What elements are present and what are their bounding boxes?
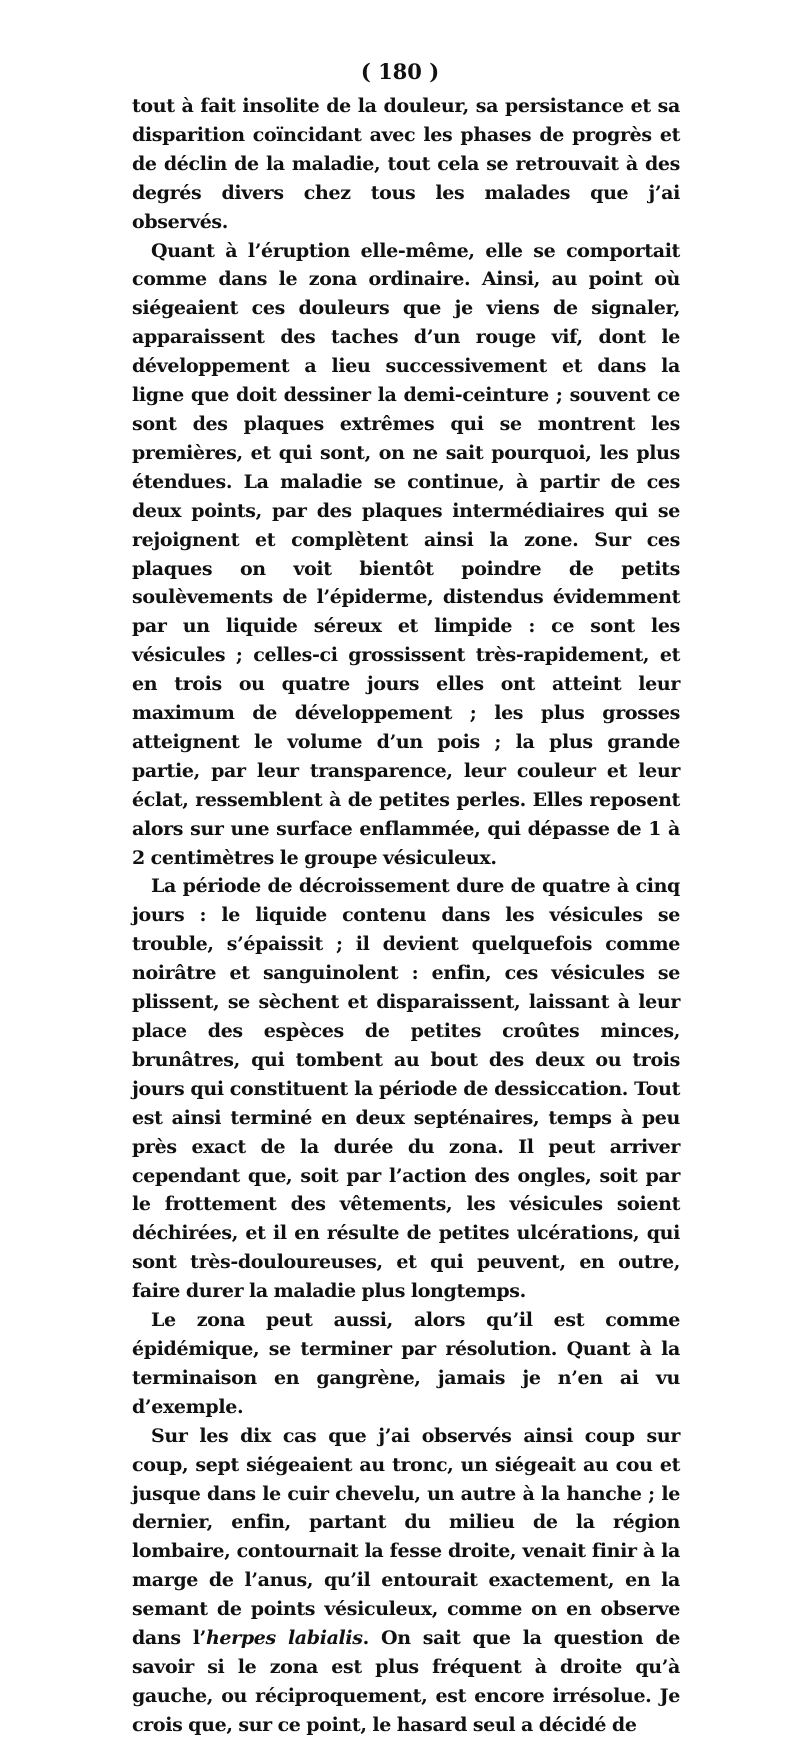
paragraph-5-part-2: . On sait que la question de savoir si le zona est plus fréquent à droite qu’à gauche, ou réciproquement, est encore irrésolue. Je crois que, sur ce point, le hasard seul a décidé de	[132, 1627, 681, 1736]
body-text	[132, 92, 680, 1740]
italic-term: herpes labialis	[205, 1627, 363, 1650]
page-number: ( 180 )	[360, 59, 440, 84]
paragraph-4: Le zona peut aussi, alors qu’il est comme épidémique, se terminer par résolution. Quant à la terminaison en gangrène, jamais je n’en ai vu d’exemple.	[132, 1309, 680, 1418]
paragraph-5-part-1: Sur les dix cas que j’ai observés ainsi coup sur coup, sept siégeaient au tronc, un siégeait au cou et jusque dans le cuir chevelu, un autre à la hanche ; le dernier, enfin, partant du milieu de la région lombaire, contournait la fesse droite, venait finir à la marge de l’anus, qu’il entourait exactement, en la semant de points vésiculeux, comme on en observe dans l’	[132, 1424, 680, 1650]
paragraph-2: Quant à l’éruption elle-même, elle se comportait comme dans le zona ordinaire. Ainsi, au point où siégeaient ces douleurs que je viens de signaler, apparaissent des taches d’un rouge vif, dont le développement a lieu successivement et dans la ligne que doit dessiner la demi-ceinture ; souvent ce sont des plaques extrêmes qui se montrent les premières, et qui sont, on ne sait pourquoi, les plus étendues. La maladie se continue, à partir de ces deux points, par des plaques intermédiaires qui se rejoignent et complètent ainsi la zone. Sur ces plaques on voit bientôt poindre de petits soulèvements de l’épiderme, distendus évidemment par un liquide séreux et limpide : ce sont les vésicules ; celles-ci grossissent très-rapidement, et en trois ou quatre jours elles ont atteint leur maximum de développement ; les plus grosses atteignent le volume d’un pois ; la plus grande partie, par leur transparence, leur couleur et leur éclat, ressemblent à de petites perles. Elles reposent alors sur une surface enflammée, qui dépasse de 1 à 2 centimètres le groupe vésiculeux.	[132, 239, 680, 869]
paragraph-5	[132, 1422, 680, 1740]
paragraph-1: tout à fait insolite de la douleur, sa persistance et sa disparition coïncidant avec les phases de progrès et de déclin de la maladie, tout cela se retrouvait à des degrés divers chez tous les malades que j’ai observés.	[132, 95, 680, 233]
paragraph-3: La période de décroissement dure de quatre à cinq jours : le liquide contenu dans les vésicules se trouble, s’épaissit ; il devient quelquefois comme noirâtre et sanguinolent : enfin, ces vésicules se plissent, se sèchent et disparaissent, laissant à leur place des espèces de petites croûtes minces, brunâtres, qui tombent au bout des deux ou trois jours qui constituent la période de dessiccation. Tout est ainsi terminé en deux septénaires, temps à peu près exact de la durée du zona. Il peut arriver cependant que, soit par l’action des ongles, soit par le frottement des vêtements, les vésicules soient déchirées, et il en résulte de petites ulcérations, qui sont très-douloureuses, et qui peuvent, en outre, faire durer la maladie plus longtemps.	[132, 875, 680, 1303]
